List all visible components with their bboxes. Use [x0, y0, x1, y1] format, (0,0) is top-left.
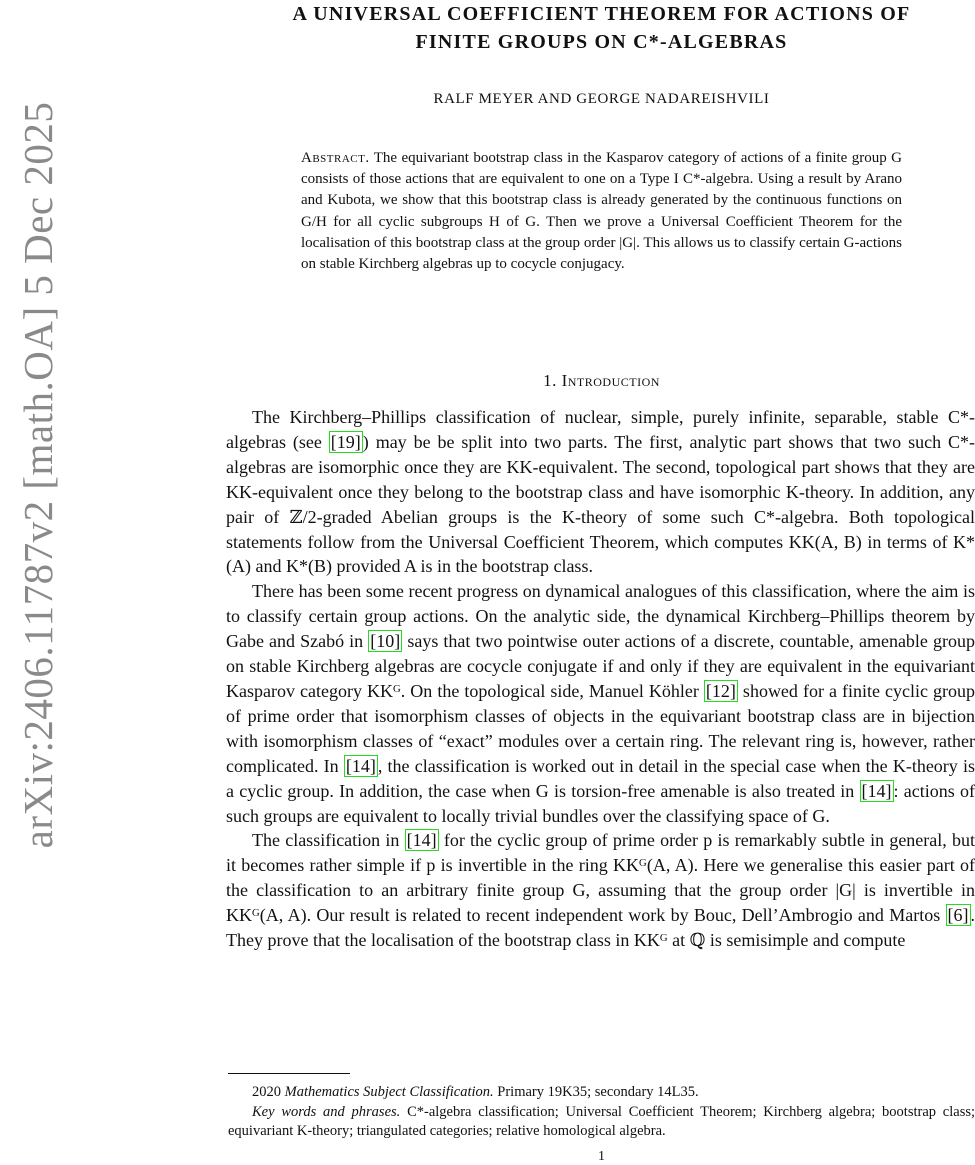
text-run: The classification in: [252, 830, 405, 851]
footnotes: [228, 1083, 975, 1142]
paragraph-2: [226, 579, 975, 828]
text-run: ) may be be split into two parts. The first, analytic part shows that two such C*-algebras are isomorphic once they are KK-equivalent. The second, topological part shows that they are KK-equivalent once they belong to the bootstrap class and have isomorphic K-theory. In addition, any pair of ℤ/2-graded Abelian groups is the K-theory of some such C*-algebra. Both topological statements follow from the Universal Coefficient Theorem, which computes KK(A, B) in terms of K*(A) and K*(B) provided A is in the bootstrap class.: [226, 431, 975, 577]
text-run: , the classification is worked out in detail in the special case when the K-theory is a cyclic group. In addition, the case when G is torsion-free amenable is also treated in: [226, 755, 975, 801]
footnote-msc: [228, 1083, 975, 1103]
text-run: The Kirchberg–Phillips classification of nuclear, simple, purely infinite, separable, stable C*-algebras (see: [226, 407, 975, 452]
msc-year: 2020: [252, 1084, 281, 1100]
citation-link[interactable]: [12]: [705, 680, 736, 701]
keywords-label: Key words and phrases.: [252, 1103, 401, 1120]
citation-link[interactable]: [14]: [345, 755, 376, 776]
arxiv-identifier-stamp: arXiv:2406.11787v2 [math.OA] 5 Dec 2025: [15, 101, 61, 849]
section-heading: [228, 371, 975, 391]
page-number: 1: [598, 1149, 605, 1164]
text-run: There has been some recent progress on dynamical analogues of this classification, where the aim is to classify certain group actions. On the analytic side, the dynamical Kirchberg–Phillips theorem by Gabe and Szabó in: [226, 581, 975, 652]
title-line-2: FINITE GROUPS ON C*-ALGEBRAS: [415, 31, 788, 53]
abstract-text: The equivariant bootstrap class in the Kasparov category of actions of a finite group G consists of those actions that are equivalent to one on a Type I C*-algebra. Using a result by Arano and Kubota, we show that this bootstrap class is already generated by the continuous functions on G/H for all cyclic subgroups H of G. Then we prove a Universal Coefficient Theorem for the localisation of this bootstrap class at the group order |G|. This allows us to classify certain G-actions on stable Kirchberg algebras up to cocycle conjugacy.: [301, 150, 902, 273]
body-text: [226, 405, 975, 953]
title-line-1: A UNIVERSAL COEFFICIENT THEOREM FOR ACTIONS OF: [292, 3, 911, 25]
abstract: [301, 148, 902, 275]
keywords-text: C*-algebra classification; Universal Coefficient Theorem; Kirchberg algebra; bootstrap class; equivariant K-theory; triangulated categories; relative homological algebra.: [228, 1103, 975, 1139]
author-list: RALF MEYER AND GEORGE NADAREISHVILI: [433, 91, 770, 107]
footnote-divider: [228, 1073, 350, 1074]
citation-link[interactable]: [6]: [947, 905, 969, 926]
citation-link[interactable]: [14]: [861, 780, 892, 801]
text-run: for the cyclic group of prime order p is remarkably subtle in general, but it becomes rather simple if p is invertible in the ring KKᴳ(A, A). Here we generalise this easier part of the classification to an arbitrary finite group G, assuming that the group order |G| is invertible in KKᴳ(A, A). Our result is related to recent independent work by Bouc, Dell’Ambrogio and Martos: [226, 830, 975, 926]
text-run: . They prove that the localisation of the bootstrap class in KKᴳ at ℚ is semisimple and compute: [226, 905, 975, 951]
paragraph-3: [226, 828, 975, 953]
paragraph-1: [226, 405, 975, 579]
abstract-label: Abstract.: [301, 150, 370, 166]
footnote-keywords: [228, 1103, 975, 1142]
text-run: : actions of such groups are equivalent to locally trivial bundles over the classifying space of G.: [226, 780, 975, 826]
text-run: says that two pointwise outer actions of a discrete, countable, amenable group on stable Kirchberg algebras are cocycle conjugate if and only if they are equivalent in the equivariant Kasparov category KKᴳ. On the topological side, Manuel Köhler: [226, 631, 975, 701]
citation-link[interactable]: [10]: [370, 631, 401, 652]
paper-title: [228, 0, 975, 56]
section-number: 1.: [543, 371, 557, 390]
text-run: showed for a finite cyclic group of prime order that isomorphism classes of objects in the equivariant bootstrap class are in bijection with isomorphism classes of “exact” modules over a certain ring. The relevant ring is, however, rather complicated. In: [226, 680, 975, 776]
section-title: Introduction: [561, 371, 660, 390]
msc-text: Primary 19K35; secondary 14L35.: [497, 1084, 699, 1100]
citation-link[interactable]: [19]: [330, 431, 361, 452]
msc-label: Mathematics Subject Classification.: [284, 1084, 494, 1100]
citation-link[interactable]: [14]: [406, 830, 437, 851]
